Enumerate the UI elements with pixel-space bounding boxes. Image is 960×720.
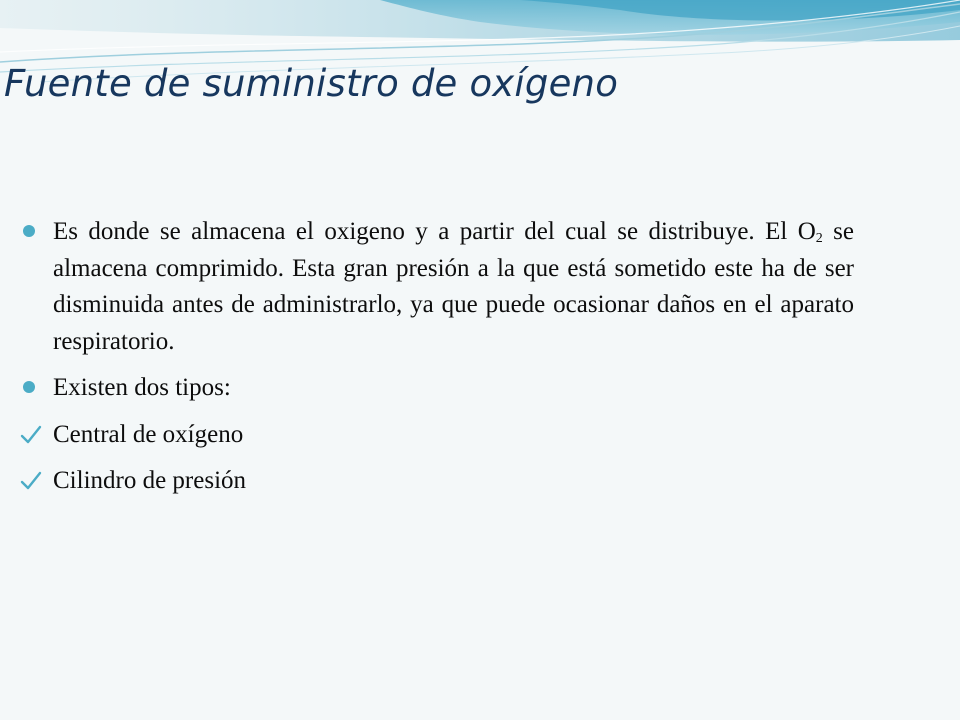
- checklist-text: Central de oxígeno: [53, 420, 244, 448]
- bullet-list: [20, 214, 854, 500]
- checklist-item: [20, 417, 854, 454]
- bullet-text: Existen dos tipos:: [53, 374, 231, 401]
- checklist-item: [20, 463, 854, 500]
- bullet-item: [20, 370, 854, 407]
- checklist-text: Cilindro de presión: [53, 467, 247, 494]
- bullet-text: Es donde se almacena el oxigeno y a partir del cual se distribuye. El $O_2$ se almacena comprimido. Esta gran presión a la que está sometido este ha de ser disminuida antes de administrarlo, ya que puede ocasionar daños en el aparato respiratorio.: [53, 218, 854, 355]
- bullet-item: [20, 214, 854, 360]
- slide-title: Fuente de suministro de oxígeno: [4, 62, 619, 105]
- checkmark-icon: [20, 425, 42, 445]
- bullet-dot-icon: [23, 381, 35, 393]
- checkmark-icon: [20, 471, 42, 491]
- bullet-dot-icon: [23, 225, 35, 237]
